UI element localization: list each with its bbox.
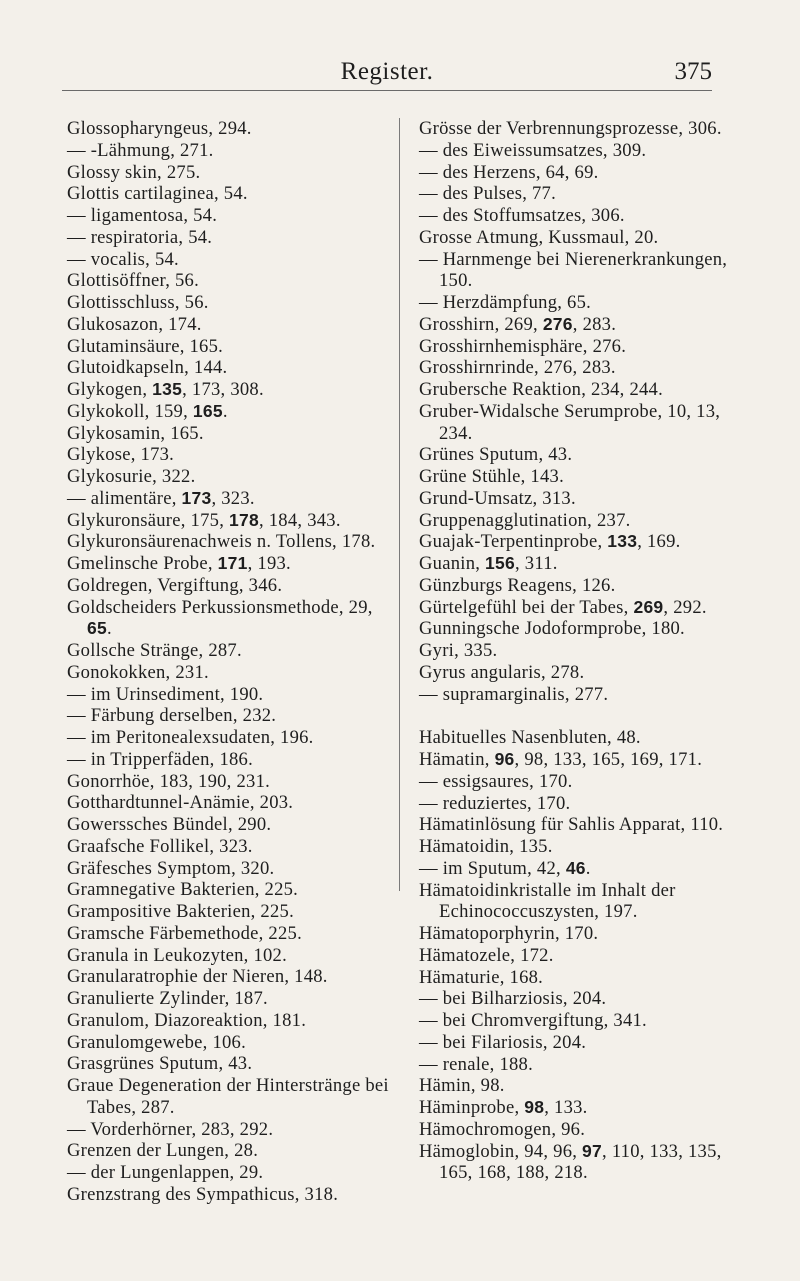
index-entry: Glykosamin, 165. [67, 422, 204, 444]
index-entry: — Färbung derselben, 232. [67, 705, 277, 727]
index-entry: Glottis cartilaginea, 54. [67, 183, 248, 205]
header-rule [62, 90, 712, 91]
index-entry: Hämatin, 96, 98, 133, 165, 169, 171. [419, 749, 703, 770]
index-entry: Gruppenagglutination, 237. [419, 509, 631, 531]
index-entry: — in Tripperfäden, 186. [67, 748, 253, 770]
index-entry: Hämatoidinkristalle im Inhalt der Echinococcuszysten, 197. [419, 879, 676, 923]
index-entry: Hämoglobin, 94, 96, 97, 110, 133, 135, 165, 168, 188, 218. [419, 1140, 722, 1184]
index-entry: Glottisschluss, 56. [67, 292, 209, 313]
index-entry: — reduziertes, 170. [419, 792, 571, 814]
index-entry: Glykose, 173. [67, 444, 175, 466]
index-entry: — bei Filariosis, 204. [419, 1031, 587, 1053]
index-entry: Gyrus angularis, 278. [419, 661, 585, 683]
index-entry: — bei Bilharziosis, 204. [419, 988, 607, 1010]
index-entry: Graafsche Follikel, 323. [67, 835, 253, 857]
index-entry: Gowerssches Bündel, 290. [67, 814, 272, 835]
index-entry: Gyri, 335. [419, 640, 498, 661]
index-entry: — supramarginalis, 277. [419, 683, 609, 705]
index-entry: Granularatrophie der Nieren, 148. [67, 966, 328, 988]
index-entry: Granulomgewebe, 106. [67, 1031, 247, 1053]
index-entry: Grenzstrang des Sympathicus, 318. [67, 1183, 339, 1205]
index-entry: — -Lähmung, 271. [67, 139, 214, 161]
index-entry: Gmelinsche Probe, 171, 193. [67, 553, 291, 574]
index-entry: — respiratoria, 54. [67, 226, 213, 248]
running-title: Register. [340, 58, 434, 85]
index-entry: Graue Degeneration der Hinterstränge bei Tabes, 287. [67, 1075, 389, 1118]
index-entry: Grubersche Reaktion, 234, 244. [419, 379, 663, 400]
index-entry: Glykosurie, 322. [67, 466, 196, 487]
index-entry: — im Peritonealexsudaten, 196. [67, 727, 314, 748]
index-entry: Grosshirnrinde, 276, 283. [419, 357, 616, 379]
index-entry: Günzburgs Reagens, 126. [419, 574, 616, 596]
index-entry: — des Pulses, 77. [419, 183, 556, 205]
index-entry: Hämatoporphyrin, 170. [419, 923, 599, 944]
index-entry: Hämochromogen, 96. [419, 1118, 586, 1140]
index-entry: — alimentäre, 173, 323. [67, 487, 255, 509]
index-entry: Häminprobe, 98, 133. [419, 1097, 588, 1118]
index-entry: Guanin, 156, 311. [419, 553, 558, 574]
index-entry: Glukosazon, 174. [67, 313, 202, 335]
index-entry: Hämatoidin, 135. [419, 836, 553, 857]
index-entry: Grund-Umsatz, 313. [419, 487, 576, 509]
index-entry: Grosse Atmung, Kussmaul, 20. [419, 226, 659, 248]
index-entry: Glykuronsäure, 175, 178, 184, 343. [67, 509, 341, 531]
index-entry: Hämin, 98. [419, 1075, 505, 1097]
index-entry: Glossopharyngeus, 294. [67, 118, 252, 139]
index-entry: Guajak-Terpentinprobe, 133, 169. [419, 531, 681, 553]
index-entry: Grasgrünes Sputum, 43. [67, 1053, 253, 1075]
index-entry: — im Sputum, 42, 46. [419, 857, 591, 879]
index-entry: Goldregen, Vergiftung, 346. [67, 574, 283, 596]
index-entry: Glykogen, 135, 173, 308. [67, 379, 264, 400]
index-column-left [67, 118, 389, 1206]
index-entry: — Herzdämpfung, 65. [419, 292, 592, 313]
index-entry: — vocalis, 54. [67, 248, 179, 270]
page-number: 375 [674, 58, 712, 85]
index-entry: Grenzen der Lungen, 28. [67, 1140, 259, 1162]
index-entry: — essigsaures, 170. [419, 770, 573, 792]
index-entry: — des Herzens, 64, 69. [419, 161, 599, 183]
index-entry: — Harnmenge bei Nierenerkrankungen, 150. [419, 248, 728, 292]
index-entry: — der Lungenlappen, 29. [67, 1162, 264, 1183]
index-entry: Granula in Leukozyten, 102. [67, 944, 287, 966]
index-entry: Hämatozele, 172. [419, 944, 554, 966]
index-entry: Grüne Stühle, 143. [419, 466, 564, 487]
index-entry: Glutaminsäure, 165. [67, 335, 224, 357]
index-entry: Glottisöffner, 56. [67, 270, 200, 292]
index-column-right [419, 118, 739, 1184]
index-entry: Gollsche Stränge, 287. [67, 640, 242, 661]
index-entry: Gonorrhöe, 183, 190, 231. [67, 770, 271, 792]
index-entry: Hämatinlösung für Sahlis Apparat, 110. [419, 814, 724, 836]
index-entry: Grösse der Verbrennungsprozesse, 306. [419, 118, 722, 139]
index-entry: — renale, 188. [419, 1053, 533, 1075]
index-entry: Grampositive Bakterien, 225. [67, 901, 294, 922]
index-entry: — bei Chromvergiftung, 341. [419, 1010, 647, 1031]
index-entry: — Vorderhörner, 283, 292. [67, 1118, 274, 1140]
index-entry: — im Urinsediment, 190. [67, 683, 264, 705]
index-entry: Grosshirnhemisphäre, 276. [419, 335, 627, 357]
index-entry: Gruber-Widalsche Serumprobe, 10, 13, 234. [419, 400, 721, 444]
index-entry: Grosshirn, 269, 276, 283. [419, 313, 617, 335]
index-entry: — des Eiweissumsatzes, 309. [419, 139, 647, 161]
index-entry: Gramnegative Bakterien, 225. [67, 879, 299, 901]
index-entry: Habituelles Nasenbluten, 48. [419, 727, 641, 749]
index-entry: Granulom, Diazoreaktion, 181. [67, 1009, 307, 1031]
index-entry: — ligamentosa, 54. [67, 205, 218, 226]
index-entry: Gramsche Färbemethode, 225. [67, 922, 302, 944]
column-divider [399, 118, 400, 891]
section-gap [419, 705, 739, 727]
index-entry: — des Stoffumsatzes, 306. [419, 205, 625, 226]
index-entry: Granulierte Zylinder, 187. [67, 988, 268, 1009]
index-entry: Gürtelgefühl bei der Tabes, 269, 292. [419, 596, 707, 618]
index-entry: Glutoidkapseln, 144. [67, 357, 228, 379]
index-entry: Glykokoll, 159, 165. [67, 400, 228, 422]
index-entry: Goldscheiders Perkussionsmethode, 29, 65. [67, 596, 373, 640]
index-entry: Hämaturie, 168. [419, 966, 544, 988]
index-entry: Glossy skin, 275. [67, 161, 201, 183]
index-entry: Glykuronsäurenachweis n. Tollens, 178. [67, 531, 376, 553]
index-entry: Gonokokken, 231. [67, 661, 209, 683]
index-entry: Gunningsche Jodoformprobe, 180. [419, 618, 685, 640]
index-entry: Gotthardtunnel-Anämie, 203. [67, 792, 294, 814]
index-entry: Grünes Sputum, 43. [419, 444, 573, 466]
index-entry: Gräfesches Symptom, 320. [67, 857, 275, 879]
page-header [62, 54, 712, 88]
